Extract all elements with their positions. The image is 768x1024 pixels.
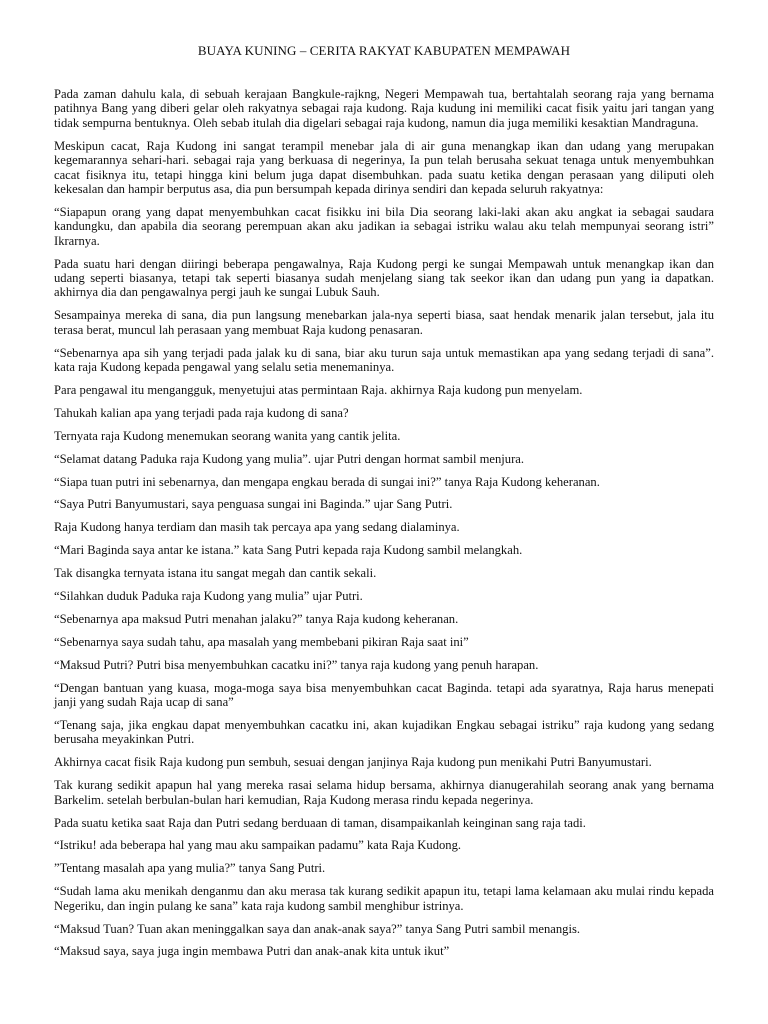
paragraph: “Mari Baginda saya antar ke istana.” kata Sang Putri kepada raja Kudong sambil melangkah. <box>54 543 523 558</box>
paragraph: Tahukah kalian apa yang terjadi pada raja kudong di sana? <box>54 405 349 420</box>
paragraph: Tak kurang sedikit apapun hal yang mereka rasai selama hidup bersama, akhirnya dianugerahilah seorang anak yang bernama Barkelim. setelah berbulan-bulan hari kemudian, Raja Kudong merasa rindu kepada negerinya. <box>54 778 714 807</box>
paragraph: Meskipun cacat, Raja Kudong ini sangat terampil menebar jala di air guna menangkap ikan dan udang yang merupakan kegemarannya sehari-hari. sebagai raja yang berkuasa di negerinya, Ia pun telah berusaha sekuat tenaga untuk menyembuhkan cacat fisiknya itu, tetapi hingga kini belum juga dapat disembuhkan. pada suatu ketika dengan perasaan yang diliputi oleh kekesalan dan hampir berputus asa, dia pun bersumpah kepada dirinya sendiri dan kepada seluruh rakyatnya: <box>54 138 714 196</box>
paragraph: “Sebenarnya apa maksud Putri menahan jalaku?” tanya Raja kudong keheranan. <box>54 611 459 626</box>
paragraph: “Sebenarnya apa sih yang terjadi pada jalak ku di sana, biar aku turun saja untuk memastikan apa yang sedang terjadi di sana”. kata raja Kudong kepada pengawal yang selalu setia menemaninya. <box>54 345 714 374</box>
paragraph: “Tenang saja, jika engkau dapat menyembuhkan cacatku ini, akan kujadikan Engkau sebagai istriku” raja kudong yang sedang berusaha meyakinkan Putri. <box>54 718 714 747</box>
paragraph: Tak disangka ternyata istana itu sangat megah dan cantik sekali. <box>54 566 377 581</box>
paragraph: ”Tentang masalah apa yang mulia?” tanya Sang Putri. <box>54 861 326 876</box>
paragraph: “Maksud Tuan? Tuan akan meninggalkan saya dan anak-anak saya?” tanya Sang Putri sambil menangis. <box>54 921 581 936</box>
paragraph: “Selamat datang Paduka raja Kudong yang mulia”. ujar Putri dengan hormat sambil menjura. <box>54 451 525 466</box>
paragraph: Raja Kudong hanya terdiam dan masih tak percaya apa yang sedang dialaminya. <box>54 520 460 535</box>
paragraph: “Sudah lama aku menikah denganmu dan aku merasa tak kurang sedikit apapun itu, tetapi lama kelamaan aku mulai rindu kepada Negeriku, dan ingin pulang ke sana” kata raja kudong sambil menghibur istrinya. <box>54 884 714 913</box>
paragraph: Sesampainya mereka di sana, dia pun langsung menebarkan jala-nya seperti biasa, saat hendak menarik jalan tersebut, jala itu terasa berat, muncul lah perasaan yang membuat Raja kudong penasaran. <box>54 308 714 337</box>
paragraph: Pada zaman dahulu kala, di sebuah kerajaan Bangkule-rajkng, Negeri Mempawah tua, bertahtalah seorang raja yang bernama patihnya Bang yang diberi gelar oleh rakyatnya sebagai raja kudong. Raja kudung ini memiliki cacat fisik yaitu jari tangan yang tidak sempurna bentuknya. Oleh sebab itulah dia digelari sebagai raja kudong, namun dia juga memiliki kesaktian Mandraguna. <box>54 87 714 130</box>
paragraph: “Maksud saya, saya juga ingin membawa Putri dan anak-anak kita untuk ikut” <box>54 944 450 959</box>
paragraph: Ternyata raja Kudong menemukan seorang wanita yang cantik jelita. <box>54 428 401 443</box>
paragraph: Akhirnya cacat fisik Raja kudong pun sembuh, sesuai dengan janjinya Raja kudong pun menikahi Putri Banyumustari. <box>54 755 652 770</box>
paragraph: Para pengawal itu mengangguk, menyetujui atas permintaan Raja. akhirnya Raja kudong pun menyelam. <box>54 382 583 397</box>
paragraph: “Silahkan duduk Paduka raja Kudong yang mulia” ujar Putri. <box>54 589 363 604</box>
paragraph: “Istriku! ada beberapa hal yang mau aku sampaikan padamu” kata Raja Kudong. <box>54 838 462 853</box>
paragraph: “Dengan bantuan yang kuasa, moga-moga saya bisa menyembuhkan cacat Baginda. tetapi ada syaratnya, Raja harus menepati janji yang sudah Raja ucap di sana” <box>54 680 714 710</box>
paragraph: “Maksud Putri? Putri bisa menyembuhkan cacatku ini?” tanya raja kudong yang penuh harapan. <box>54 657 539 672</box>
paragraph: Pada suatu hari dengan diiringi beberapa pengawalnya, Raja Kudong pergi ke sungai Mempawah untuk menangkap ikan dan udang seperti biasanya, tetapi tak seperti biasanya sudah menjelang siang tak seekor ikan dan udang pun yang ia dapatkan. akhirnya dia dan pengawalnya pergi jauh ke sungai Lubuk Sauh. <box>54 256 714 300</box>
paragraph: “Siapapun orang yang dapat menyembuhkan cacat fisikku ini bila Dia seorang laki-laki akan aku angkat ia sebagai saudara kandungku, dan apabila dia seorang perempuan akan aku jadikan ia sebagai istriku walau aku telah mempunyai seorang istri” Ikrarnya. <box>54 204 714 248</box>
paragraph: Pada suatu ketika saat Raja dan Putri sedang berduaan di taman, disampaikanlah keinginan sang raja tadi. <box>54 815 586 830</box>
document-body <box>54 87 714 967</box>
document-title: BUAYA KUNING – CERITA RAKYAT KABUPATEN MEMPAWAH <box>197 43 571 58</box>
paragraph: “Saya Putri Banyumustari, saya penguasa sungai ini Baginda.” ujar Sang Putri. <box>54 497 453 512</box>
paragraph: “Sebenarnya saya sudah tahu, apa masalah yang membebani pikiran Raja saat ini” <box>54 634 469 649</box>
paragraph: “Siapa tuan putri ini sebenarnya, dan mengapa engkau berada di sungai ini?” tanya Raja Kudong keheranan. <box>54 474 600 489</box>
